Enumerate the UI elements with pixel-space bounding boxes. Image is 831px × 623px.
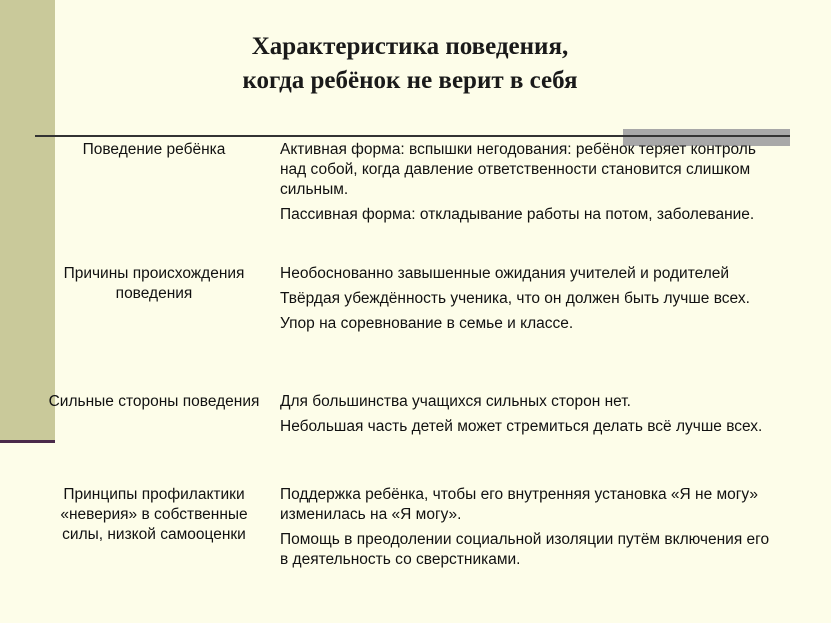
row-paragraph: Для большинства учащихся сильных сторон нет. (280, 393, 631, 410)
decorative-side-bar (0, 0, 55, 440)
row-paragraph: Необоснованно завышенные ожидания учителей и родителей (280, 265, 730, 282)
row-label: Принципы профилактики «неверия» в собственные силы, низкой самооценки (60, 486, 248, 543)
row-paragraph: Активная форма: вспышки негодования: ребёнок теряет контроль над собой, когда давление ответственности становится слишком сильным. (280, 141, 756, 198)
row-paragraph: Твёрдая убеждённость ученика, что он должен быть лучше всех. (280, 290, 750, 307)
row-paragraph: Пассивная форма: откладывание работы на потом, заболевание. (280, 206, 755, 223)
page-title (160, 30, 660, 98)
row-paragraph: Помощь в преодолении социальной изоляции путём включения его в деятельность со сверстниками. (280, 531, 770, 568)
row-paragraph: Небольшая часть детей может стремиться делать всё лучше всех. (280, 418, 763, 435)
row-content (280, 392, 780, 442)
row-label: Причины происхождения поведения (63, 265, 245, 302)
title-line-2: когда ребёнок не верит в себя (242, 67, 578, 94)
row-label: Сильные стороны поведения (48, 393, 260, 410)
row-content (280, 485, 780, 575)
row-paragraph: Упор на соревнование в семье и классе. (280, 315, 574, 332)
row-label: Поведение ребёнка (82, 141, 226, 158)
row-paragraph: Поддержка ребёнка, чтобы его внутренняя установка «Я не могу» изменилась на «Я могу». (280, 486, 758, 523)
title-line-1: Характеристика поведения, (251, 33, 569, 60)
decorative-side-line (0, 440, 55, 443)
row-content (280, 140, 780, 230)
row-content (280, 264, 780, 339)
